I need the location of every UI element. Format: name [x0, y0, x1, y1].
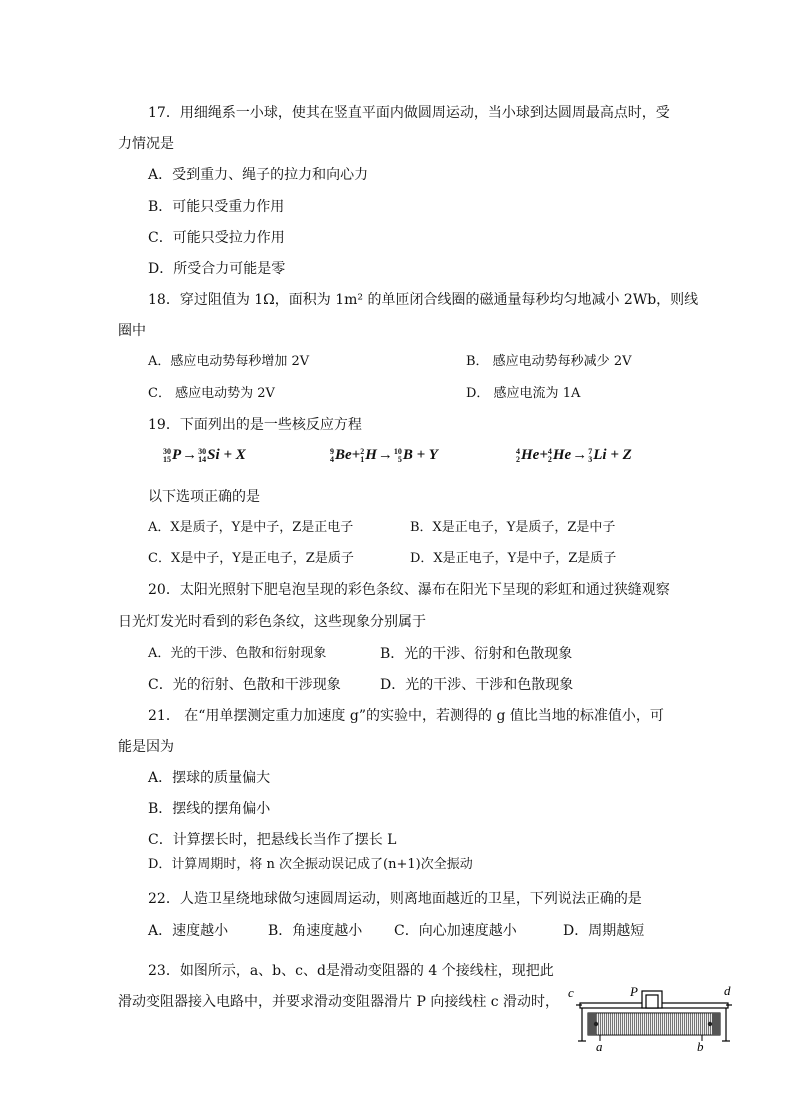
q18-stem-line2: 圈中: [118, 323, 146, 339]
slider-label-p: P: [630, 984, 638, 999]
q19-option-d: D．X是正电子，Y是中子，Z是质子: [410, 551, 617, 566]
q22-option-c: C．向心加速度越小: [394, 923, 517, 939]
q22-stem: 22．人造卫星绕地球做匀速圆周运动，则离地面越近的卫星，下列说法正确的是: [148, 891, 642, 907]
q19-stem: 19．下面列出的是一些核反应方程: [148, 417, 362, 433]
q19-prompt: 以下选项正确的是: [148, 489, 260, 505]
slider-p: [642, 991, 662, 1008]
q18-option-b: B． 感应电动势每秒减少 2V: [466, 354, 632, 369]
q21-stem-line2: 能是因为: [118, 739, 174, 755]
terminal-label-a: a: [596, 1039, 603, 1053]
q18-option-c: C． 感应电动势为 2V: [148, 386, 275, 401]
q21-option-a: A．摆球的质量偏大: [148, 770, 271, 786]
q21-option-d: D．计算周期时，将 n 次全振动误记成了(n+1)次全振动: [148, 857, 473, 872]
q23-stem-line1: 23．如图所示，a、b、c、d是滑动变阻器的 4 个接线柱，现把此: [148, 963, 554, 979]
q21-option-b: B．摆线的摆角偏小: [148, 801, 271, 817]
terminal-label-b: b: [697, 1039, 704, 1053]
q23-stem-line2: 滑动变阻器接入电路中，并要求滑动变阻器滑片 P 向接线柱 c 滑动时，: [118, 994, 560, 1010]
q19-option-b: B．X是正电子，Y是质子，Z是中子: [410, 520, 616, 535]
q20-stem-line1: 20．太阳光照射下肥皂泡呈现的彩色条纹、瀑布在阳光下呈现的彩虹和通过狭缝观察: [148, 582, 670, 598]
q22-option-d: D．周期越短: [563, 923, 645, 939]
q19-option-c: C．X是中子，Y是正电子，Z是质子: [148, 551, 354, 566]
q22-option-a: A．速度越小: [148, 923, 229, 939]
q20-option-d: D．光的干涉、干涉和色散现象: [380, 677, 574, 693]
q17-option-a: A．受到重力、绳子的拉力和向心力: [148, 167, 369, 183]
q17-stem-line1: 17．用细绳系一小球，使其在竖直平面内做圆周运动，当小球到达圆周最高点时，受: [148, 105, 670, 121]
q19-option-a: A．X是质子，Y是中子，Z是正电子: [148, 520, 354, 535]
sliding-rheostat-figure: [566, 983, 746, 1053]
q18-stem-line1: 18．穿过阻值为 1Ω，面积为 1m² 的单匝闭合线圈的磁通量每秒均匀地减小 2Wb，则线: [148, 292, 699, 308]
q18-option-a: A．感应电动势每秒增加 2V: [148, 354, 310, 369]
q17-option-d: D．所受合力可能是零: [148, 261, 286, 277]
nuclear-equation-2: 9 4 Be+ 2 1 H→ 10 5 B + Y: [330, 446, 438, 464]
q20-option-a: A．光的干涉、色散和衍射现象: [148, 646, 327, 661]
q17-option-c: C．可能只受拉力作用: [148, 230, 285, 246]
q17-option-b: B．可能只受重力作用: [148, 199, 285, 215]
terminal-label-c: c: [568, 985, 574, 1000]
q20-option-c: C．光的衍射、色散和干涉现象: [148, 677, 341, 693]
rheostat-coil: [588, 1013, 720, 1041]
q18-option-d: D． 感应电流为 1A: [466, 386, 581, 401]
q22-option-b: B．角速度越小: [268, 923, 363, 939]
q20-option-b: B．光的干涉、衍射和色散现象: [380, 646, 573, 662]
terminal-label-d: d: [724, 983, 731, 998]
nuclear-equation-3: 4 2 He+ 4 2 He→ 7 3 Li + Z: [516, 446, 632, 464]
nuclear-equation-1: 30 15 P→ 30 14 Si + X: [163, 446, 246, 464]
q17-stem-line2: 力情况是: [118, 136, 174, 152]
q20-stem-line2: 日光灯发光时看到的彩色条纹，这些现象分别属于: [118, 614, 426, 630]
q21-option-c: C．计算摆长时，把悬线长当作了摆长 L: [148, 832, 397, 848]
q21-stem-line1: 21． 在“用单摆测定重力加速度 g”的实验中，若测得的 g 值比当地的标准值小，可: [148, 708, 664, 724]
